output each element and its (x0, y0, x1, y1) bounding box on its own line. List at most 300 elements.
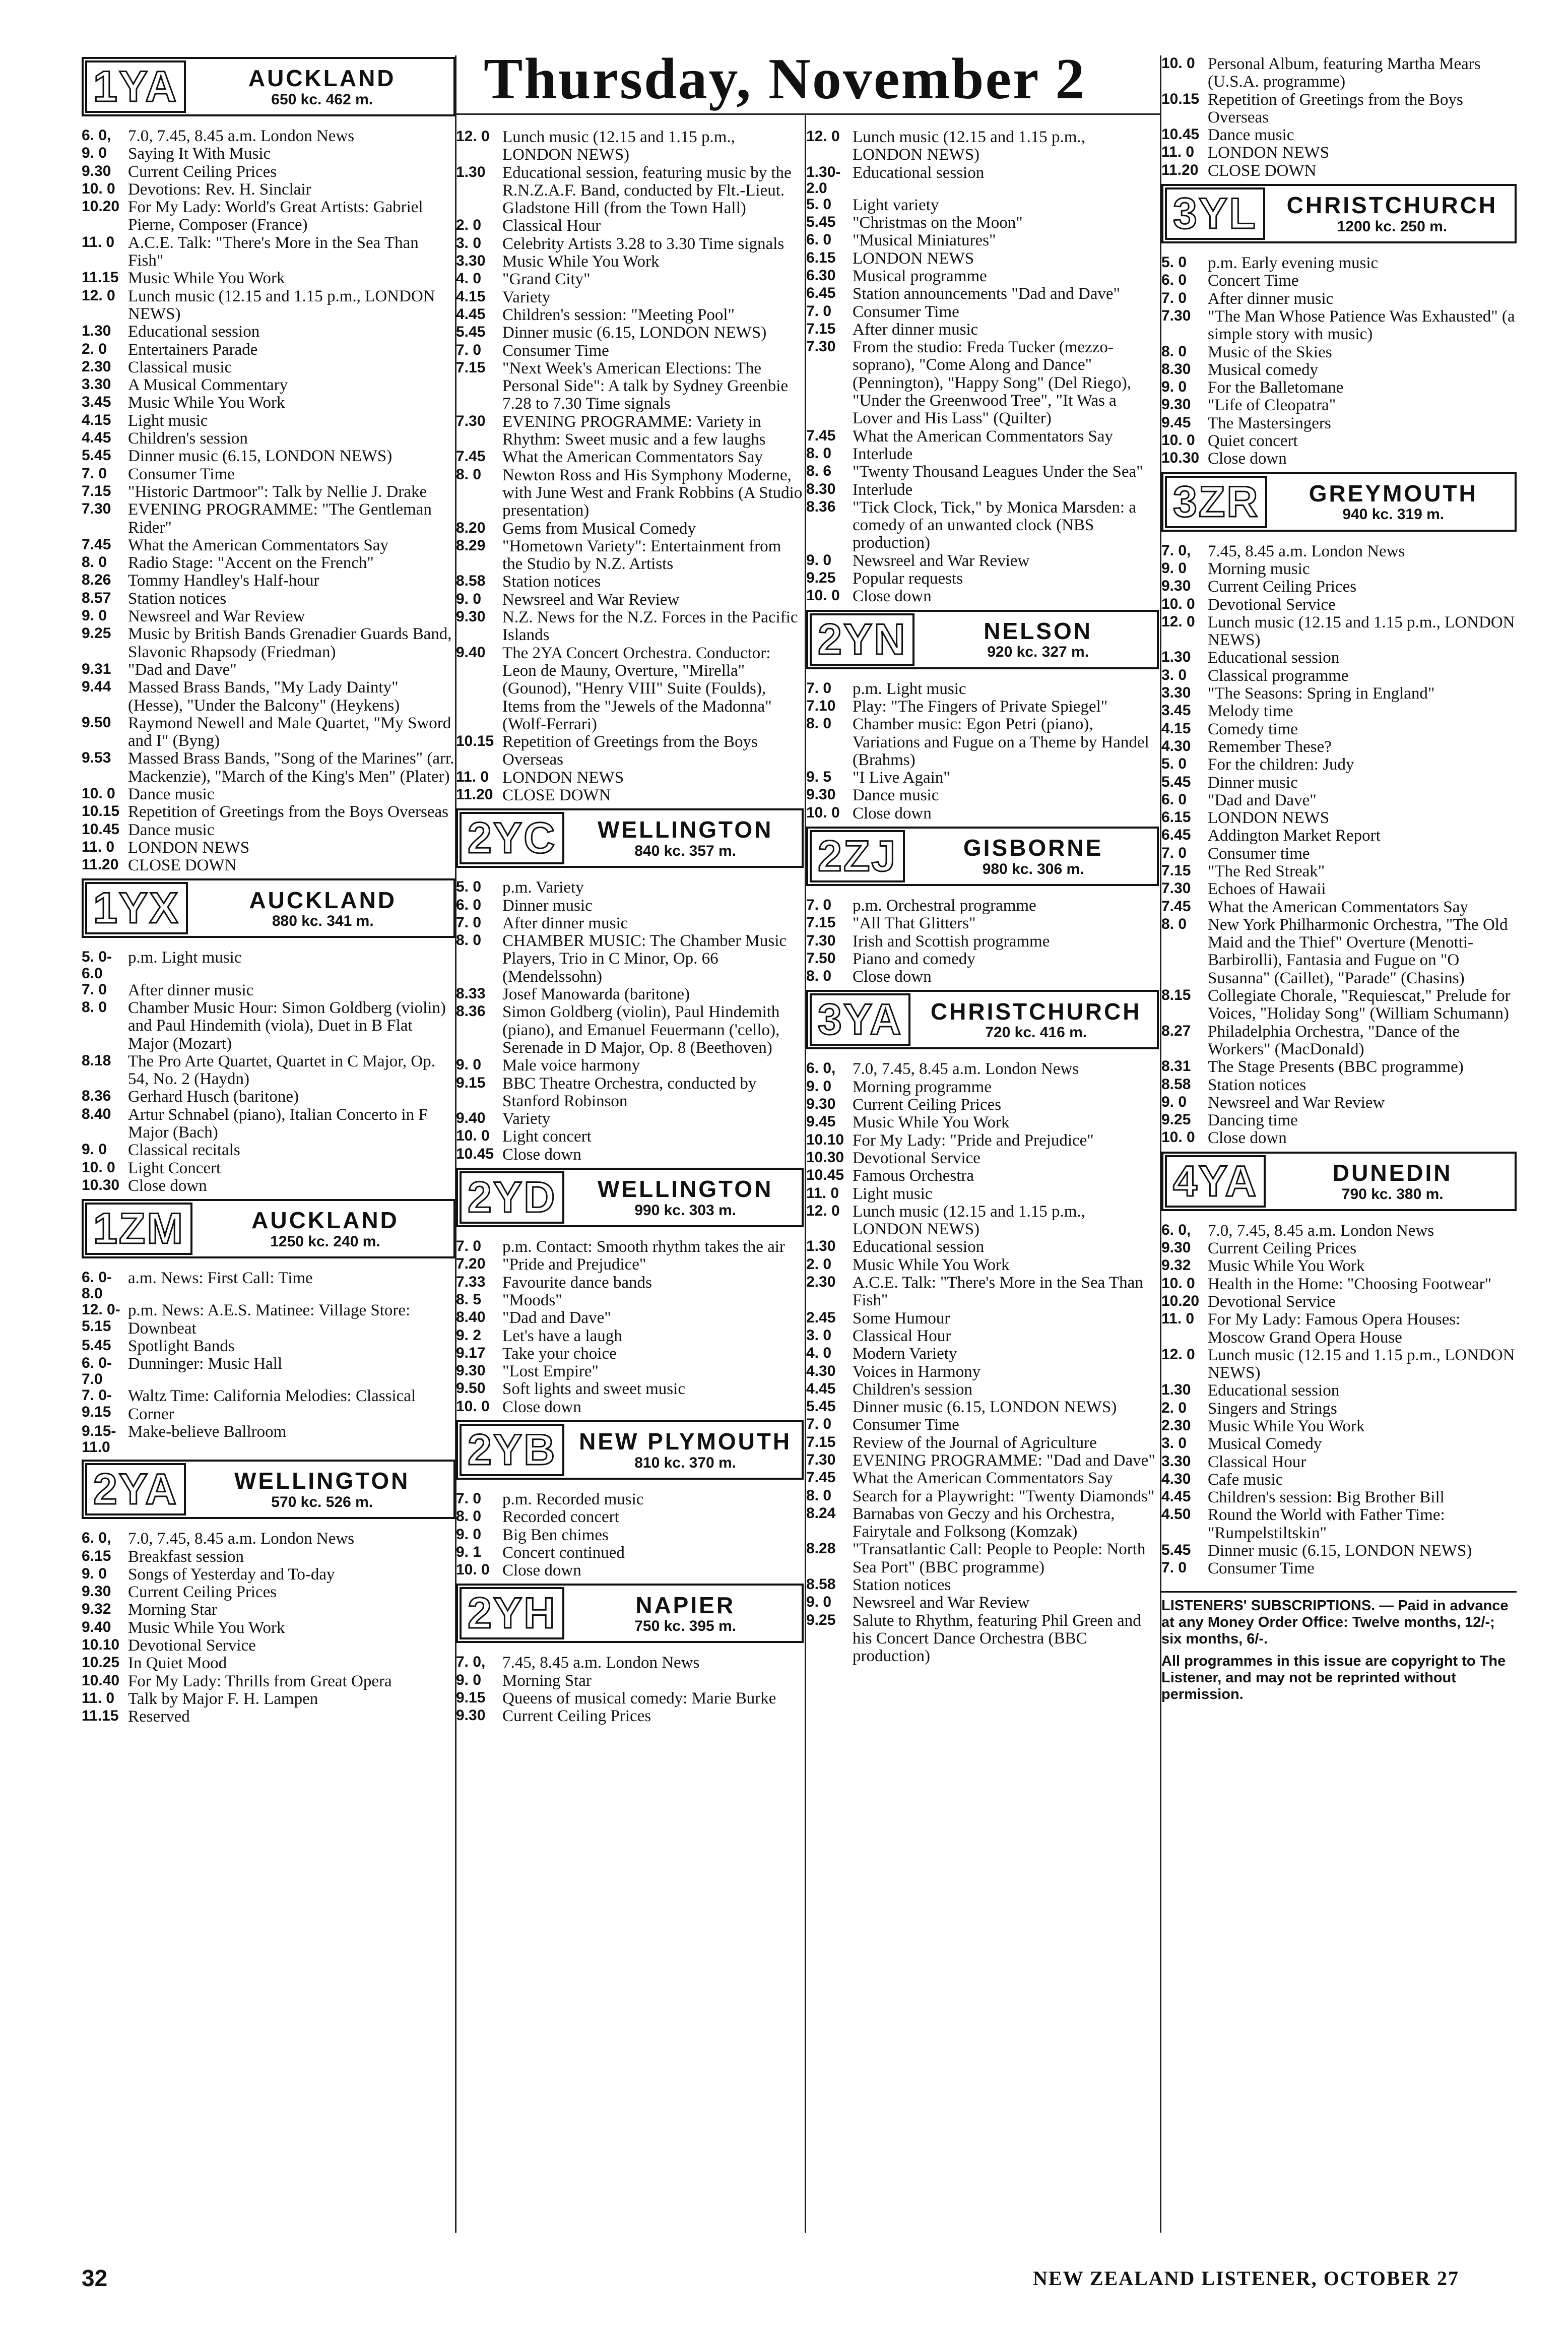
program-description: Classical Hour (1208, 1452, 1306, 1471)
program-time: 11. 0 (82, 233, 115, 250)
program-description: Music While You Work (128, 394, 285, 412)
program-entry (806, 285, 1159, 303)
program-time: 2.45 (806, 1309, 836, 1326)
program-entry (806, 787, 1159, 804)
program-entry (82, 1566, 455, 1584)
program-entry (456, 1345, 804, 1363)
program-description: Favourite dance bands (502, 1273, 652, 1292)
program-entry (82, 483, 455, 501)
program-time: 9. 0 (82, 607, 107, 624)
program-time: 8.57 (82, 589, 111, 606)
program-time: 9. 5 (806, 769, 832, 786)
station-info (570, 1171, 800, 1224)
program-description: Male voice harmony (502, 1056, 640, 1075)
program-description: Newsreel and War Review (128, 607, 305, 626)
program-description: Repetition of Greetings from the Boys Overseas (1208, 90, 1463, 127)
program-time: 7.30 (806, 932, 836, 949)
program-time: 8.18 (82, 1052, 111, 1069)
program-time: 11. 0 (1161, 1310, 1195, 1328)
program-time: 8.30 (1161, 360, 1191, 377)
station-block (456, 808, 804, 1164)
program-time: 3.30 (1161, 684, 1191, 702)
program-time: 4. 0 (456, 270, 482, 287)
program-entry (806, 951, 1159, 968)
program-description: Variety (502, 288, 551, 306)
program-time: 6. 0 (1161, 272, 1187, 289)
program-time: 1.30 (456, 163, 486, 180)
station-header (456, 808, 804, 868)
program-entry (82, 501, 455, 537)
program-time: 4.30 (1161, 1470, 1191, 1487)
station-block (456, 1420, 804, 1579)
program-description: LONDON NEWS (502, 768, 624, 787)
program-description: Music by British Bands Grenadier Guards Band, Slavonic Rhapsody (Friedman) (128, 625, 452, 661)
station-city: WELLINGTON (597, 816, 773, 843)
program-entry (456, 1544, 804, 1562)
program-description: Concert continued (502, 1543, 625, 1562)
program-description: For the children: Judy (1208, 755, 1354, 774)
program-description: "The Seasons: Spring in England" (1208, 684, 1435, 703)
program-entry (82, 270, 455, 287)
program-entry (806, 698, 1159, 716)
program-description: The Stage Presents (BBC programme) (1208, 1058, 1464, 1077)
program-entry (1161, 1311, 1517, 1347)
program-time: 3.45 (82, 394, 111, 411)
subscription-text: LISTENERS' SUBSCRIPTIONS. — Paid in advance at any Money Order Office: Twelve months, 12/-; six months, 6/-. (1161, 1597, 1509, 1648)
program-time: 9.30 (456, 1707, 486, 1724)
program-time: 6. 0, (806, 1060, 836, 1077)
program-description: Morning Star (502, 1671, 592, 1690)
program-time: 8. 0 (82, 554, 107, 571)
program-description: Melody time (1208, 702, 1293, 721)
station-call-sign: 3YL (1165, 187, 1265, 240)
program-description: "Life of Cleopatra" (1208, 396, 1336, 415)
program-time: 9.45 (1161, 414, 1191, 431)
program-description: Children's session: Big Brother Bill (1208, 1488, 1445, 1507)
program-time: 5. 0 (1161, 254, 1187, 271)
program-time: 9.53 (82, 749, 111, 767)
program-entry (456, 1128, 804, 1146)
program-entry (1161, 272, 1517, 290)
program-entry (806, 1310, 1159, 1328)
program-entry (82, 466, 455, 483)
program-time: 10. 0 (456, 1561, 490, 1578)
program-entry (1161, 1489, 1517, 1506)
program-entry (806, 232, 1159, 249)
program-time: 8. 0 (456, 932, 482, 949)
program-description: Light music (128, 411, 208, 430)
program-time: 12. 0-5.15 (82, 1301, 120, 1335)
program-time: 9.40 (456, 644, 486, 661)
program-description: "Musical Miniatures" (853, 231, 996, 250)
program-time: 7.45 (806, 427, 836, 444)
program-description: Variety (502, 1110, 551, 1128)
program-description: Quiet concert (1208, 432, 1298, 451)
station-call-sign: 1YX (85, 882, 188, 934)
copyright-text: All programmes in this issue are copyright to The Listener, and may not be reprinted without permission. (1161, 1653, 1506, 1703)
program-description: p.m. Light music (853, 679, 966, 698)
program-description: "Transatlantic Call: People to People: North Sea Port" (BBC programme) (853, 1540, 1146, 1576)
program-time: 1.30 (1161, 649, 1191, 666)
program-description: Famous Orchestra (853, 1167, 974, 1185)
station-city: NAPIER (635, 1592, 736, 1618)
program-description: Chamber music: Egon Petri (piano), Variations and Fugue on a Theme by Handel (Brahms) (853, 715, 1149, 769)
program-description: 7.45, 8.45 a.m. London News (502, 1654, 700, 1672)
program-time: 10.45 (82, 820, 120, 838)
program-time: 9.25 (1161, 1111, 1191, 1128)
station-block (1161, 1152, 1517, 1578)
program-time: 8. 0 (1161, 915, 1187, 932)
program-description: Music While You Work (853, 1113, 1010, 1132)
program-description: Echoes of Hawaii (1208, 880, 1326, 899)
program-description: What the American Commentators Say (128, 536, 388, 554)
program-entry (1161, 916, 1517, 987)
program-time: 3. 0 (456, 234, 482, 251)
program-entry (1161, 863, 1517, 880)
program-time: 9.45 (806, 1113, 836, 1130)
program-description: Current Ceiling Prices (1208, 578, 1357, 596)
program-time: 8. 0 (806, 715, 832, 732)
station-city: AUCKLAND (251, 1207, 399, 1234)
program-description: Recorded concert (502, 1508, 619, 1527)
program-description: EVENING PROGRAMME: Variety in Rhythm: Sweet music and a few laughs (502, 412, 766, 449)
program-description: "Historic Dartmoor": Talk by Nellie J. Drake (128, 482, 427, 501)
program-time: 5. 0-6.0 (82, 949, 112, 982)
program-entry (1161, 415, 1517, 432)
program-description: Artur Schnabel (piano), Italian Concerto in F Major (Bach) (128, 1105, 428, 1142)
program-time: 4. 0 (806, 1345, 832, 1362)
station-call-sign: 2YC (460, 812, 564, 864)
program-description: Review of the Journal of Agriculture (853, 1433, 1097, 1452)
program-time: 2. 0 (806, 1255, 832, 1273)
program-entry (456, 1075, 804, 1111)
subscription-note (1161, 1591, 1517, 1703)
program-time: 7.10 (806, 697, 836, 714)
program-description: "Twenty Thousand Leagues Under the Sea" (853, 463, 1143, 481)
program-time: 2.30 (1161, 1417, 1191, 1434)
program-time: 9.25 (806, 570, 836, 587)
program-description: Children's session (853, 1380, 972, 1399)
program-entry (82, 1619, 455, 1637)
program-entry (82, 750, 455, 786)
program-time: 10.15 (1161, 90, 1200, 107)
program-description: A Musical Commentary (128, 376, 288, 395)
program-time: 9. 0 (1161, 1093, 1187, 1110)
program-entry (456, 1238, 804, 1256)
program-time: 9.30 (1161, 578, 1191, 595)
program-time: 3.30 (456, 252, 486, 270)
program-entry (82, 199, 455, 234)
program-entry (82, 341, 455, 359)
program-time: 11. 0 (82, 1689, 115, 1707)
program-entry (82, 999, 455, 1053)
station-frequency: 790 kc. 380 m. (1341, 1185, 1444, 1203)
program-description: Concert Time (1208, 272, 1299, 290)
program-entry (456, 787, 804, 804)
program-entry (806, 1434, 1159, 1452)
program-entry (82, 1708, 455, 1726)
program-time: 9.30 (806, 1096, 836, 1113)
program-description: Dance music (1208, 126, 1294, 145)
program-description: Musical comedy (1208, 360, 1319, 379)
program-entry (82, 359, 455, 376)
program-entry (1161, 614, 1517, 650)
program-description: Close down (853, 968, 932, 986)
program-description: "The Man Whose Patience Was Exhausted" (a simple story with music) (1208, 307, 1515, 344)
program-description: Consumer time (1208, 844, 1310, 863)
program-time: 10. 0 (1161, 1275, 1195, 1292)
program-entry (456, 1256, 804, 1274)
program-entry (456, 1654, 804, 1672)
program-time: 9.30 (82, 162, 111, 179)
program-time: 8.26 (82, 572, 111, 589)
program-time: 8.31 (1161, 1058, 1191, 1075)
program-time: 10.30 (806, 1149, 844, 1166)
program-entry (456, 253, 804, 271)
station-frequency: 840 kc. 357 m. (634, 843, 737, 860)
program-time: 8. 0 (82, 998, 107, 1016)
program-description: Station announcements "Dad and Dave" (853, 285, 1120, 303)
program-entry (1161, 667, 1517, 685)
program-entry (456, 1399, 804, 1416)
program-time: 5. 0 (456, 878, 482, 896)
program-description: New York Philharmonic Orchestra, "The Old Maid and the Thief" Overture (Menotti-Barbirolli), Fantasia and Fugue on "O Susanna" (Caillet), "Parade" (Chasins) (1208, 915, 1508, 987)
program-entry (456, 879, 804, 897)
program-description: Lunch music (12.15 and 1.15 p.m., LONDON NEWS) (1208, 613, 1515, 650)
station-info (194, 882, 452, 934)
program-description: Dance music (128, 785, 215, 803)
station-block (456, 1168, 804, 1416)
program-entry (456, 467, 804, 520)
program-entry (82, 181, 455, 199)
program-entry (806, 481, 1159, 499)
program-entry (1161, 649, 1517, 667)
program-description: Dinner music (1208, 773, 1298, 792)
program-entry (82, 1584, 455, 1601)
program-description: Simon Goldberg (violin), Paul Hindemith (piano), and Emanuel Feuermann ('cello), Serenade in D Major, Op. 8 (Beethoven) (502, 1003, 780, 1057)
program-time: 9.15 (456, 1689, 486, 1707)
program-entry (1161, 344, 1517, 361)
program-description: p.m. Contact: Smooth rhythm takes the air (502, 1238, 785, 1256)
program-entry (82, 554, 455, 572)
program-entry (456, 1328, 804, 1345)
program-entry (456, 1003, 804, 1057)
program-entry (82, 1601, 455, 1619)
program-description: For My Lady: World's Great Artists: Gabriel Pierne, Composer (France) (128, 198, 423, 234)
program-time: 5.45 (1161, 1542, 1191, 1559)
program-entry (1161, 1560, 1517, 1577)
program-time: 10. 0 (806, 587, 840, 604)
program-time: 8. 5 (456, 1291, 482, 1308)
program-description: Dancing time (1208, 1111, 1298, 1130)
program-description: Educational session (128, 323, 260, 341)
program-entry (1161, 397, 1517, 414)
program-time: 3.45 (1161, 702, 1191, 719)
program-description: "Hometown Variety": Entertainment from the Studio by N.Z. Artists (502, 537, 781, 574)
program-time: 7. 0 (82, 465, 107, 482)
station-header (1161, 472, 1517, 532)
program-entry (456, 1292, 804, 1309)
program-description: Massed Brass Bands, "My Lady Dainty" (Hesse), "Under the Balcony" (Heykens) (128, 678, 400, 715)
program-description: Newton Ross and His Symphony Moderne, with June West and Frank Robbins (A Studio presentation) (502, 466, 803, 520)
program-description: Health in the Home: "Choosing Footwear" (1208, 1275, 1492, 1293)
program-time: 10.30 (1161, 450, 1200, 467)
program-time: 10. 0 (1161, 595, 1195, 612)
program-description: Barnabas von Geczy and his Orchestra, Fairytale and Folksong (Komzak) (853, 1504, 1115, 1541)
program-description: Josef Manowarda (baritone) (502, 985, 690, 1004)
program-entry (806, 250, 1159, 268)
program-time: 7. 0 (1161, 1559, 1187, 1576)
program-time: 9.15 (456, 1074, 486, 1091)
program-description: p.m. Variety (502, 878, 584, 897)
program-entry (806, 1060, 1159, 1078)
program-entry (82, 803, 455, 821)
program-time: 12. 0 (1161, 613, 1195, 630)
program-entry (456, 1672, 804, 1690)
station-call-sign: 3ZR (1165, 476, 1267, 528)
program-time: 7.50 (806, 950, 836, 967)
program-entry (456, 1110, 804, 1128)
station-info (199, 1203, 452, 1255)
station-frequency: 940 kc. 319 m. (1342, 506, 1445, 523)
program-description: Children's session (128, 429, 248, 448)
program-description: Reserved (128, 1708, 190, 1726)
program-time: 9.30 (806, 786, 836, 803)
station-call-sign: 2YD (460, 1171, 564, 1224)
program-entry (82, 1338, 455, 1355)
page-number: 32 (82, 2265, 108, 2291)
program-entry (82, 1548, 455, 1566)
program-description: Addington Market Report (1208, 827, 1381, 845)
program-description: Singers and Strings (1208, 1399, 1337, 1418)
station-call-sign: 1ZM (85, 1203, 192, 1255)
program-time: 10. 0 (1161, 432, 1195, 449)
program-entry (456, 609, 804, 645)
program-entry (456, 235, 804, 253)
program-entry (1161, 1293, 1517, 1311)
station-call-sign: 2YH (460, 1587, 564, 1639)
program-description: Repetition of Greetings from the Boys Overseas (128, 803, 449, 822)
program-entry (806, 1328, 1159, 1345)
station-city: NELSON (984, 617, 1092, 644)
program-description: "Moods" (502, 1291, 562, 1309)
program-time: 9.30 (1161, 1239, 1191, 1256)
program-time: 5.45 (806, 1398, 836, 1415)
program-entry (1161, 578, 1517, 596)
program-description: Newsreel and War Review (1208, 1093, 1385, 1112)
program-time: 7.45 (1161, 898, 1191, 915)
station-block (82, 57, 455, 874)
station-info (1271, 187, 1513, 240)
station-call-sign: 2YN (810, 613, 914, 666)
program-time: 7. 0, (1161, 542, 1191, 559)
station-block (1161, 184, 1517, 468)
program-time: 2. 0 (1161, 1399, 1187, 1416)
program-entry (82, 982, 455, 999)
program-entry (1161, 91, 1517, 127)
program-time: 4.45 (82, 429, 111, 447)
program-time: 8.36 (806, 498, 836, 515)
program-time: 2.30 (806, 1274, 836, 1291)
program-time: 8. 0 (806, 445, 832, 462)
program-time: 10.15 (82, 803, 120, 820)
program-time: 10. 0 (1161, 55, 1195, 72)
program-entry (1161, 379, 1517, 397)
program-description: Consumer Time (502, 341, 609, 360)
program-entry (806, 805, 1159, 823)
program-entry (806, 915, 1159, 932)
program-entry (1161, 809, 1517, 827)
program-description: For My Lady: Thrills from Great Opera (128, 1672, 392, 1690)
program-entry (1161, 290, 1517, 308)
program-description: Some Humour (853, 1309, 950, 1328)
program-entry (1161, 1542, 1517, 1560)
program-description: Search for a Playwright: "Twenty Diamonds" (853, 1487, 1155, 1505)
program-description: Music While You Work (128, 1618, 285, 1637)
program-description: a.m. News: First Call: Time (128, 1269, 313, 1288)
program-description: 7.0, 7.45, 8.45 a.m. London News (1208, 1221, 1434, 1240)
program-description: "Lost Empire" (502, 1362, 599, 1381)
station-frequency: 920 kc. 327 m. (987, 644, 1089, 661)
program-time: 9. 0 (806, 1078, 832, 1095)
program-description: Close down (502, 1145, 581, 1164)
station-city: CHRISTCHURCH (1286, 192, 1498, 219)
program-time: 5.45 (806, 214, 836, 231)
program-entry (806, 1576, 1159, 1594)
program-description: LONDON NEWS (128, 838, 250, 857)
program-description: Close down (853, 587, 932, 606)
program-description: p.m. Early evening music (1208, 254, 1379, 273)
program-entry (806, 446, 1159, 463)
program-time: 3. 0 (1161, 666, 1187, 683)
program-description: In Quiet Mood (128, 1654, 227, 1673)
program-description: 7.0, 7.45, 8.45 a.m. London News (128, 1530, 355, 1548)
program-entry (806, 1096, 1159, 1114)
program-description: Let's have a laugh (502, 1326, 622, 1345)
program-time: 5. 0 (1161, 755, 1187, 773)
program-description: Music of the Skies (1208, 343, 1332, 361)
program-description: Station notices (853, 1576, 951, 1595)
station-frequency: 570 kc. 526 m. (271, 1494, 373, 1511)
program-time: 11.20 (1161, 161, 1199, 178)
program-description: The 2YA Concert Orchestra. Conductor: Leon de Mauny, Overture, "Mirella" (Gounod), "Henry VIII" Suite (Foulds), Items from the "Jewels of the Madonna" (Wolf-Ferrari) (502, 644, 772, 733)
program-time: 8.15 (1161, 987, 1191, 1004)
program-time: 10.15 (456, 733, 494, 750)
program-description: CLOSE DOWN (502, 786, 611, 804)
station-block (806, 129, 1159, 606)
program-entry (82, 394, 455, 412)
program-description: Interlude (853, 480, 913, 499)
program-description: "Pride and Prejudice" (502, 1255, 646, 1274)
station-block (1161, 472, 1517, 1148)
program-time: 10. 0 (456, 1398, 490, 1415)
program-time: 8. 0 (456, 1508, 482, 1525)
program-entry (456, 1274, 804, 1292)
program-entry (1161, 1240, 1517, 1257)
program-entry (456, 129, 804, 164)
program-description: Irish and Scottish programme (853, 932, 1050, 951)
program-description: EVENING PROGRAMME: "Dad and Dave" (853, 1451, 1155, 1470)
program-time: 9. 0 (82, 145, 107, 162)
program-time: 2.30 (82, 358, 111, 375)
station-block (456, 1584, 804, 1725)
program-description: p.m. Recorded music (502, 1490, 644, 1508)
program-time: 10.45 (456, 1145, 494, 1162)
program-time: 7.45 (806, 1469, 836, 1486)
program-description: Classical Hour (502, 217, 601, 235)
program-time: 8.58 (1161, 1076, 1191, 1093)
program-time: 3.30 (82, 376, 111, 393)
